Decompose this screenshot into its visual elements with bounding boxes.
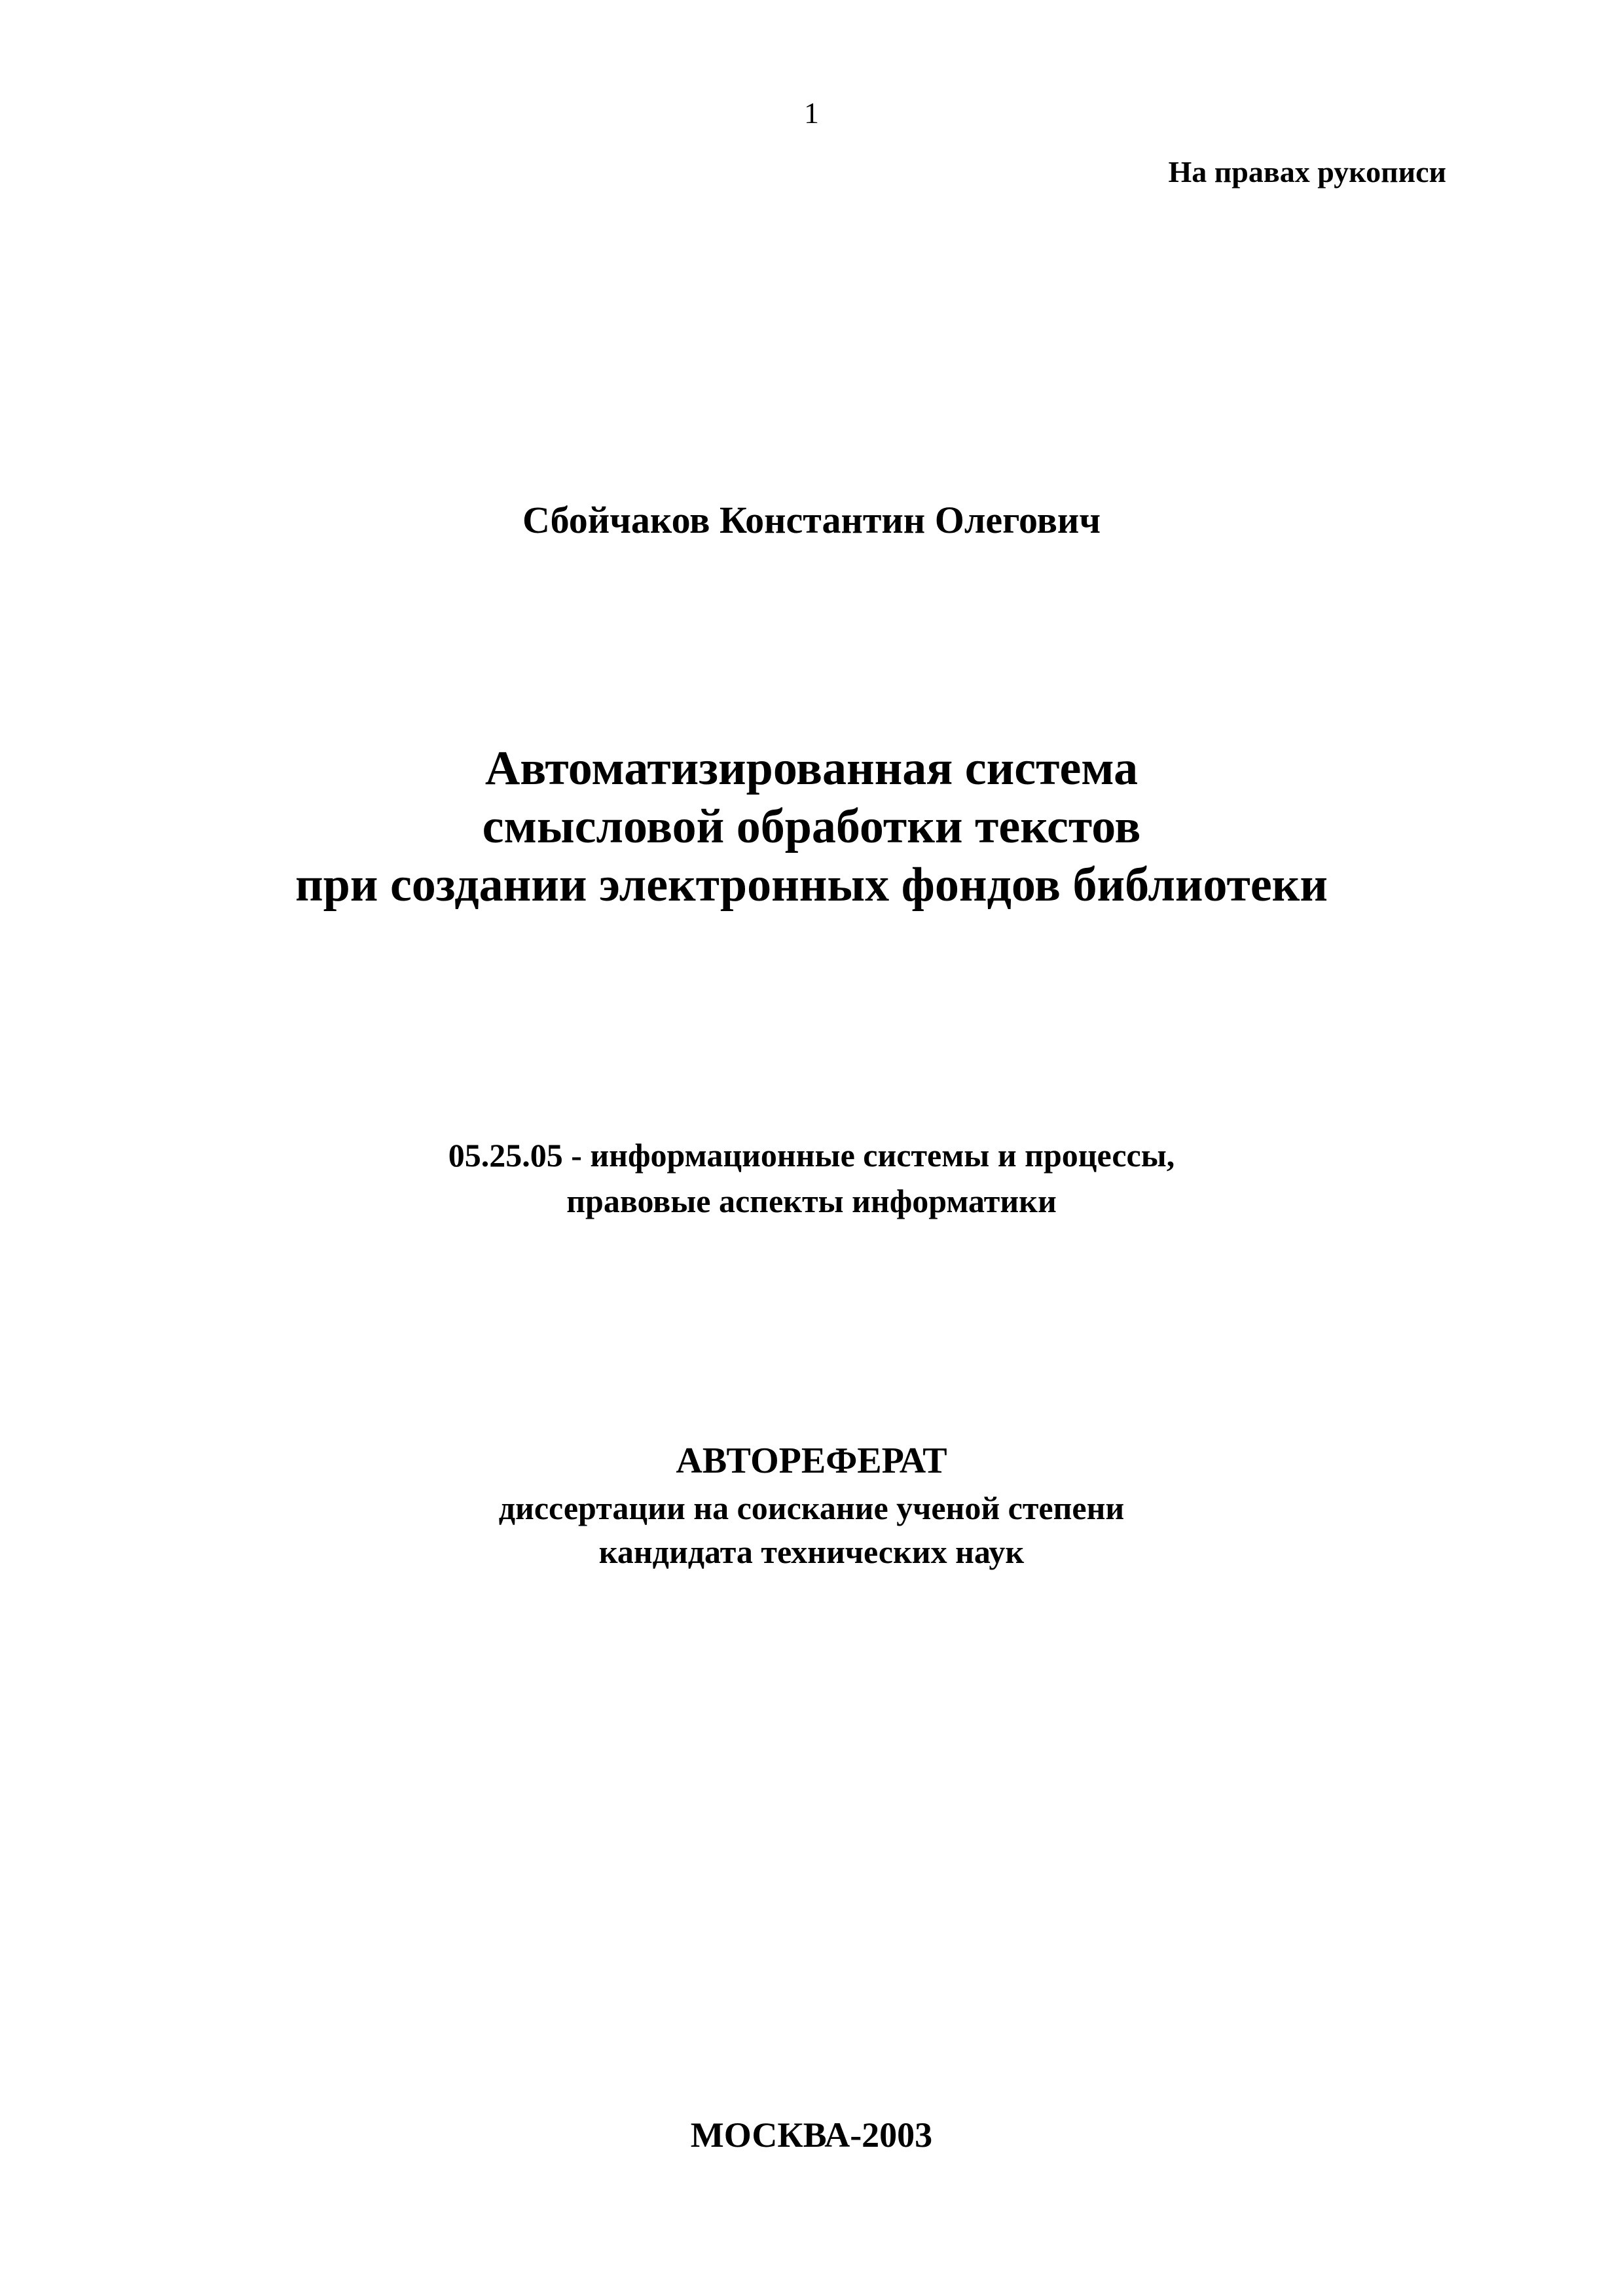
title-line: смысловой обработки текстов xyxy=(482,799,1141,853)
abstract-line: кандидата технических наук xyxy=(598,1534,1025,1571)
title-line: Автоматизированная система xyxy=(484,742,1139,795)
specialty-code xyxy=(0,1132,1623,1224)
specialty-line: правовые аспекты информатики xyxy=(566,1183,1057,1219)
specialty-line: 05.25.05 - информационные системы и процессы, xyxy=(448,1137,1175,1174)
author-name: Сбойчаков Константин Олегович xyxy=(522,499,1101,541)
title-line: при создании электронных фондов библиотеки xyxy=(295,857,1328,912)
manuscript-note: На правах рукописи xyxy=(1168,155,1446,188)
city-year: МОСКВА-2003 xyxy=(690,2115,933,2155)
page-number: 1 xyxy=(804,96,819,130)
abstract-heading: АВТОРЕФЕРАТ xyxy=(676,1441,947,1481)
abstract-line: диссертации на соискание ученой степени xyxy=(498,1489,1125,1526)
dissertation-title xyxy=(0,740,1623,914)
abstract-block xyxy=(0,1437,1623,1575)
